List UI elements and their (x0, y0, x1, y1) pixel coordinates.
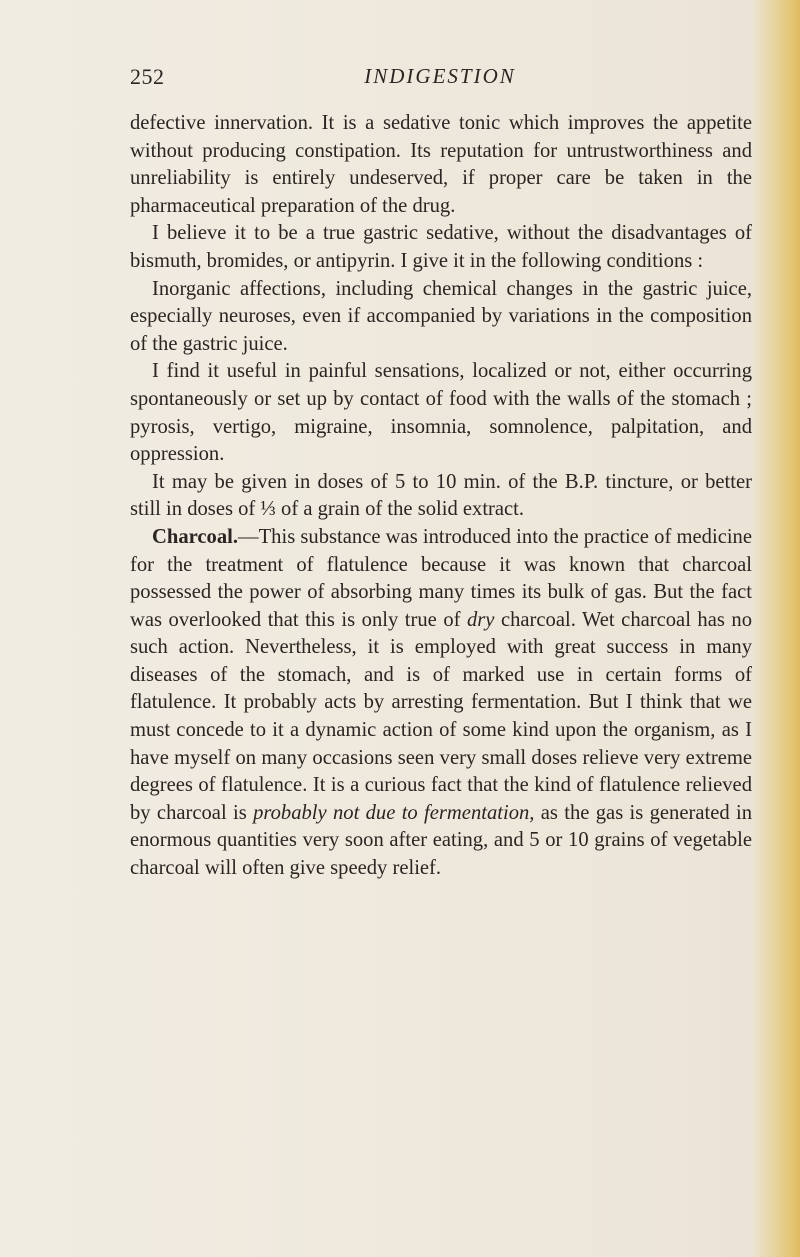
paragraph-inorganic-affections: Inorganic affections, including chemical changes in the gastric juice, especially neuroses, even if accompanied by variations in the composition of the gastric juice. (130, 277, 752, 355)
paragraph-dosage: It may be given in doses of 5 to 10 min. of the B.P. tincture, or better still in doses of ⅓ of a grain of the solid extract. (130, 470, 752, 521)
running-head: INDIGESTION (364, 64, 516, 88)
paragraph-gastric-sedative: I believe it to be a true gastric sedative, without the disadvantages of bismuth, bromides, or antipyrin. I give it in the following conditions : (130, 222, 752, 272)
body-text (130, 110, 752, 883)
charcoal-italic-phrase: probably not due to fermentation, (253, 801, 535, 824)
paragraph-charcoal (130, 524, 752, 883)
charcoal-text-c: as the gas is generated in enormous quantities very soon after eating, and 5 or 10 grains of vegetable charcoal will often give speedy relief. (130, 801, 752, 880)
charcoal-text-a: —This substance was introduced into the practice of medicine for the treatment of flatulence because it was known that charcoal possessed the power of absorbing many times its bulk of gas. But the fact was overlooked that this is only true of (130, 525, 752, 631)
page-edge-shadow (778, 0, 800, 1257)
page-header (130, 64, 750, 94)
page-number: 252 (130, 64, 165, 89)
charcoal-heading: Charcoal. (152, 525, 238, 548)
paragraph-painful-sensations: I find it useful in painful sensations, localized or not, either occurring spontaneously or set up by contact of food with the walls of the stomach ; pyrosis, vertigo, migraine, insomnia, somnolence, palpitation, and oppression. (130, 360, 752, 466)
charcoal-dry-emphasis: dry (467, 608, 495, 631)
paragraph-continuation: defective innervation. It is a sedative tonic which improves the appetite without producing constipation. Its reputation for untrustworthiness and unreliability is entirely undeserved, if proper care be taken in the pharmaceutical preparation of the drug. (130, 112, 752, 217)
charcoal-text-b: charcoal. Wet charcoal has no such action. Nevertheless, it is employed with great success in many diseases of the stomach, and is of marked use in certain forms of flatulence. It probably acts by arresting fermentation. But I think that we must concede to it a dynamic action of some kind upon the organism, as I have myself on many occasions seen very small doses relieve very extreme degrees of flatulence. It is a curious fact that the kind of flatulence relieved by charcoal is (130, 608, 753, 824)
